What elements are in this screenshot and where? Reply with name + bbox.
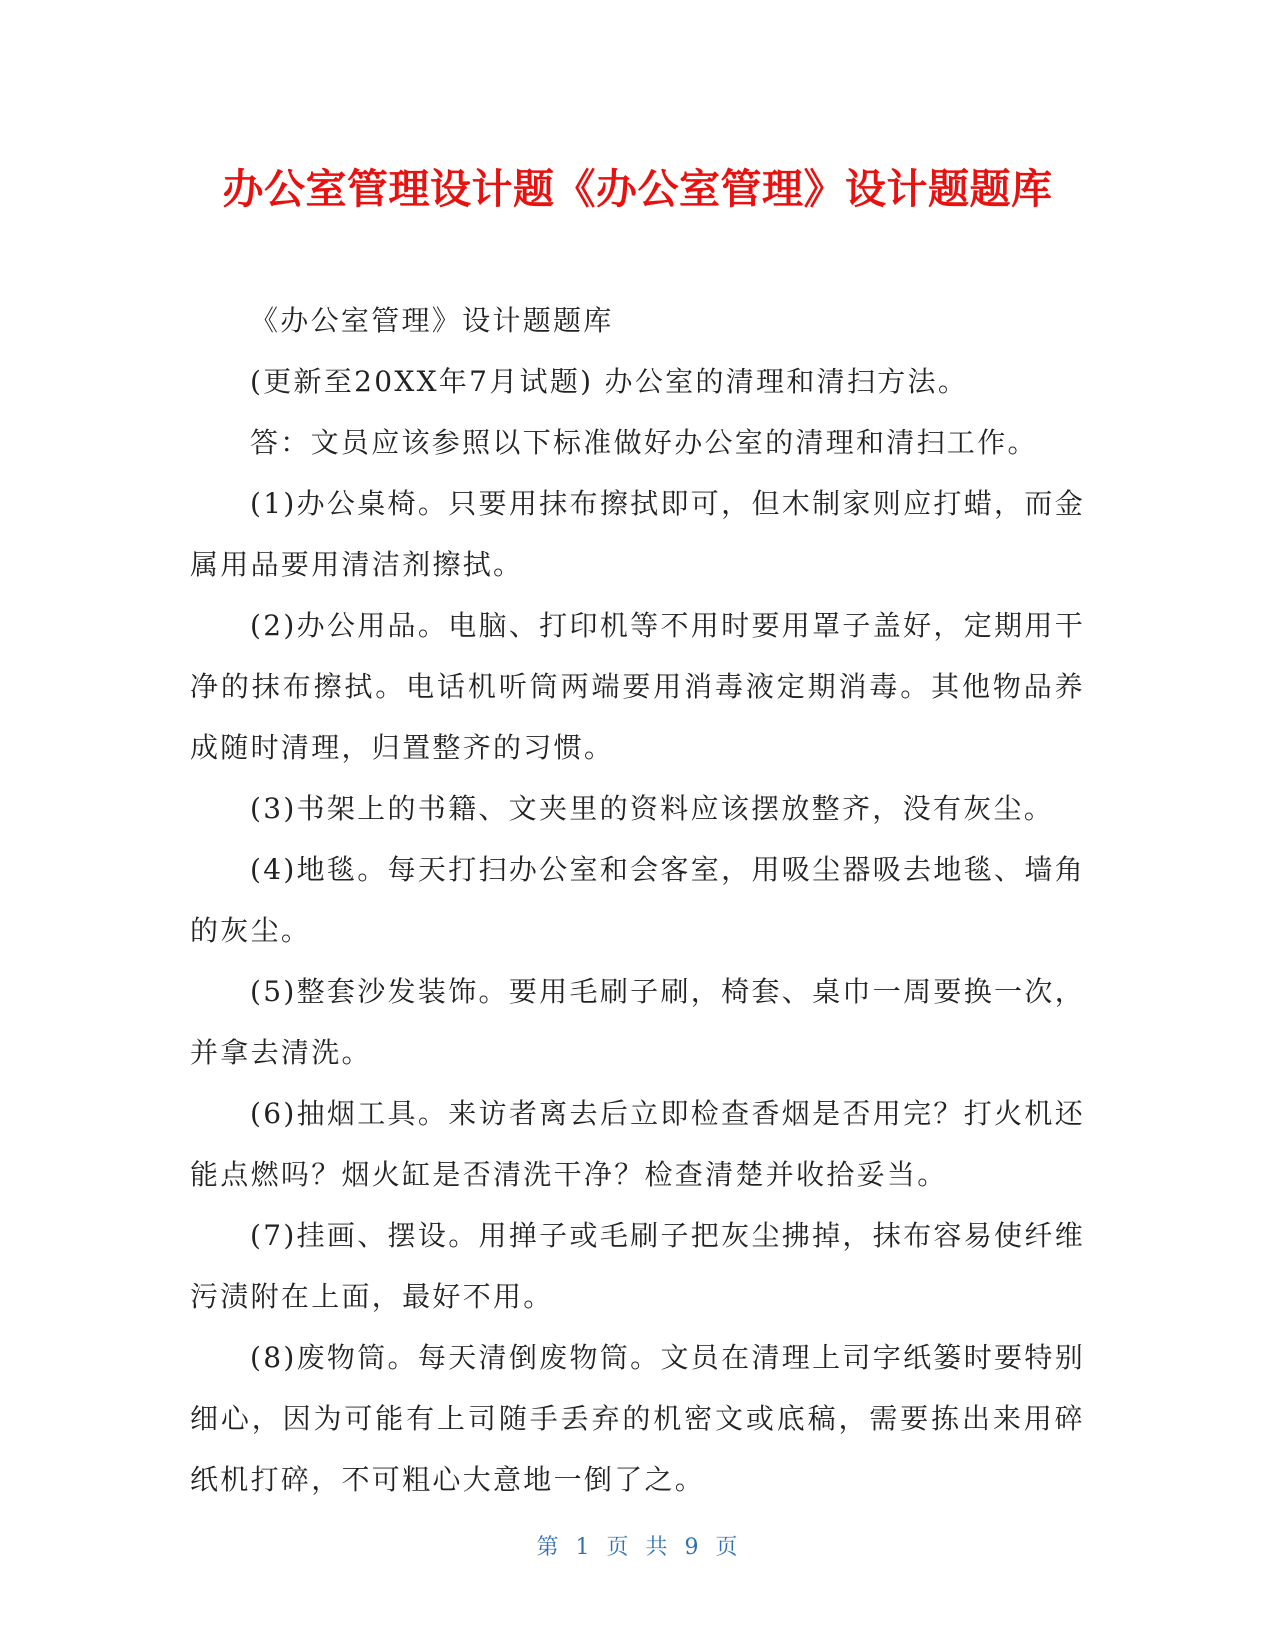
document-body (190, 290, 1085, 1510)
paragraph: (5)整套沙发装饰。要用毛刷子刷，椅套、桌巾一周要换一次，并拿去清洗。 (190, 975, 1085, 1069)
paragraph: 《办公室管理》设计题题库 (250, 304, 614, 337)
document-title: 办公室管理设计题《办公室管理》设计题题库 (222, 165, 1053, 213)
paragraph: (8)废物筒。每天清倒废物筒。文员在清理上司字纸篓时要特别细心，因为可能有上司随手丢弃的机密文或底稿，需要拣出来用碎纸机打碎，不可粗心大意地一倒了之。 (190, 1341, 1085, 1496)
paragraph: (2)办公用品。电脑、打印机等不用时要用罩子盖好，定期用干净的抹布擦拭。电话机听筒两端要用消毒液定期消毒。其他物品养成随时清理，归置整齐的习惯。 (190, 609, 1085, 764)
paragraph: (4)地毯。每天打扫办公室和会客室，用吸尘器吸去地毯、墙角的灰尘。 (190, 853, 1085, 947)
paragraph: (7)挂画、摆设。用掸子或毛刷子把灰尘拂掉，抹布容易使纤维污渍附在上面，最好不用。 (190, 1219, 1085, 1313)
paragraph: (3)书架上的书籍、文夹里的资料应该摆放整齐，没有灰尘。 (250, 792, 1055, 825)
paragraph: (1)办公桌椅。只要用抹布擦拭即可，但木制家则应打蜡，而金属用品要用清洁剂擦拭。 (190, 487, 1085, 581)
paragraph: (6)抽烟工具。来访者离去后立即检查香烟是否用完？打火机还能点燃吗？烟火缸是否清洗干净？检查清楚并收拾妥当。 (190, 1097, 1085, 1191)
page-number-footer: 第 1 页 共 9 页 (536, 1535, 739, 1560)
paragraph: (更新至20XX年7月试题) 办公室的清理和清扫方法。 (250, 365, 969, 398)
paragraph: 答：文员应该参照以下标准做好办公室的清理和清扫工作。 (250, 426, 1038, 459)
